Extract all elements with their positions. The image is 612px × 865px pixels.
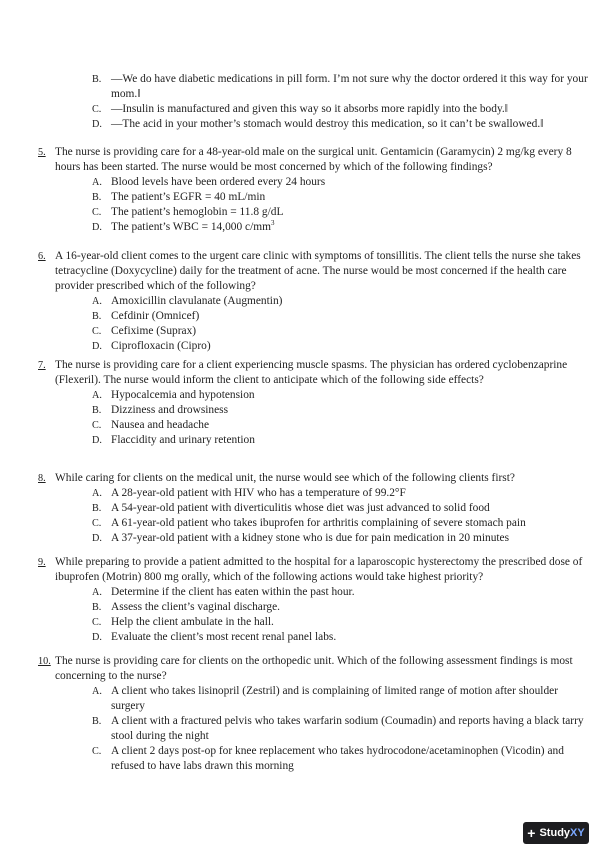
option-4d [92, 117, 592, 132]
option-text: Cefdinir (Omnicef) [111, 310, 200, 322]
option-letter: D. [92, 119, 102, 130]
brand-name [539, 826, 584, 841]
option-list [38, 684, 588, 774]
option-letter: B. [92, 192, 102, 203]
option-letter: A. [92, 587, 102, 598]
option-7d [92, 433, 588, 448]
option-9b [92, 600, 588, 615]
option-letter: A. [92, 296, 102, 307]
option-list [38, 388, 588, 448]
option-text: A client who takes lisinopril (Zestril) and is complaining of limited range of motion after shoulder surgery [111, 685, 558, 712]
option-letter: D. [92, 222, 102, 233]
question-number: 10. [38, 656, 51, 667]
question-10 [38, 654, 588, 774]
option-letter: C. [92, 326, 102, 337]
option-letter: D. [92, 341, 102, 352]
question-stem: While preparing to provide a patient admitted to the hospital for a laparoscopic hysterectomy the prescribed dose of ibuprofen (Motrin) 800 mg orally, which of the following actions would take highest priority? [55, 556, 583, 583]
option-text: A 37-year-old patient with a kidney stone who is due for pain medication in 20 minutes [111, 532, 510, 544]
option-9a [92, 585, 588, 600]
option-letter: D. [92, 435, 102, 446]
option-4c [92, 102, 592, 117]
option-text: A 28-year-old patient with HIV who has a temperature of 99.2°F [111, 487, 406, 499]
option-text: A 54-year-old patient with diverticulitis whose diet was just advanced to solid food [111, 502, 490, 514]
option-letter: C. [92, 420, 102, 431]
option-7a [92, 388, 588, 403]
question-9 [38, 555, 588, 645]
question-number: 7. [38, 360, 46, 371]
option-text: Nausea and headache [111, 419, 210, 431]
option-letter: B. [92, 602, 102, 613]
option-letter: B. [92, 74, 102, 85]
option-letter: A. [92, 390, 102, 401]
option-letter: A. [92, 488, 102, 499]
option-letter: D. [92, 632, 102, 643]
option-text: Help the client ambulate in the hall. [111, 616, 274, 628]
question-5 [38, 145, 588, 235]
option-text: A client 2 days post-op for knee replacement who takes hydrocodone/acetaminophen (Vicodin) and refused to have labs drawn this morning [111, 745, 564, 772]
question-number: 9. [38, 557, 46, 568]
option-5a [92, 175, 588, 190]
option-letter: C. [92, 207, 102, 218]
question-stem: The nurse is providing care for a client experiencing muscle spasms. The physician has ordered cyclobenzaprine (Flexeril). The nurse would inform the client to anticipate which of the following side effects? [55, 359, 568, 386]
question-stem: A 16-year-old client comes to the urgent care clinic with symptoms of tonsillitis. The client tells the nurse she takes tetracycline (Doxycycline) daily for the treatment of acne. The nurse would be most concerned if the health care provider prescribed which of the following? [55, 250, 581, 292]
option-letter: B. [92, 716, 102, 727]
option-10a [92, 684, 588, 714]
option-letter: C. [92, 617, 102, 628]
option-letter: C. [92, 104, 102, 115]
option-8b [92, 501, 588, 516]
option-6b [92, 309, 588, 324]
option-text: Blood levels have been ordered every 24 hours [111, 176, 326, 188]
option-5b [92, 190, 588, 205]
option-text: —Insulin is manufactured and given this way so it absorbs more rapidly into the body.‖ [111, 103, 508, 115]
option-text: Hypocalcemia and hypotension [111, 389, 255, 401]
studyxy-badge[interactable] [523, 822, 589, 844]
option-list [38, 175, 588, 235]
brand-accent: XY [570, 826, 585, 839]
option-10b [92, 714, 588, 744]
option-10c [92, 744, 588, 774]
option-6d [92, 339, 588, 354]
option-text: Ciprofloxacin (Cipro) [111, 340, 211, 352]
option-4b [92, 72, 592, 102]
option-6c [92, 324, 588, 339]
option-7c [92, 418, 588, 433]
question-number: 8. [38, 473, 46, 484]
option-letter: B. [92, 503, 102, 514]
option-text: Evaluate the client’s most recent renal panel labs. [111, 631, 337, 643]
option-text: Amoxicillin clavulanate (Augmentin) [111, 295, 283, 307]
option-list [38, 585, 588, 645]
option-5c [92, 205, 588, 220]
option-8c [92, 516, 588, 531]
question-8 [38, 471, 588, 546]
option-letter: A. [92, 686, 102, 697]
superscript-3: 3 [270, 219, 275, 228]
option-text: Assess the client’s vaginal discharge. [111, 601, 281, 613]
option-text: The patient’s EGFR = 40 mL/min [111, 191, 266, 203]
option-5d [92, 220, 588, 235]
option-9c [92, 615, 588, 630]
option-text: —The acid in your mother’s stomach would destroy this medication, so it can’t be swallowed.‖ [111, 118, 544, 130]
option-letter: A. [92, 177, 102, 188]
question-number: 5. [38, 147, 46, 158]
option-text: —We do have diabetic medications in pill form. I’m not sure why the doctor ordered it this way for your mom.‖ [111, 73, 588, 100]
option-letter: C. [92, 746, 102, 757]
question-stem: While caring for clients on the medical unit, the nurse would see which of the following clients first? [55, 472, 515, 484]
option-8a [92, 486, 588, 501]
question-6 [38, 249, 588, 354]
option-text: Flaccidity and urinary retention [111, 434, 255, 446]
option-text: Determine if the client has eaten within the past hour. [111, 586, 355, 598]
question-number: 6. [38, 251, 46, 262]
option-text: Cefixime (Suprax) [111, 325, 197, 337]
question-stem: The nurse is providing care for clients on the orthopedic unit. Which of the following assessment findings is most concerning to the nurse? [55, 655, 573, 682]
option-text: The patient’s hemoglobin = 11.8 g/dL [111, 206, 284, 218]
option-text: Dizziness and drowsiness [111, 404, 229, 416]
option-7b [92, 403, 588, 418]
option-letter: C. [92, 518, 102, 529]
question-stem: The nurse is providing care for a 48-year-old male on the surgical unit. Gentamicin (Garamycin) 2 mg/kg every 8 hours has been started. The nurse would be most concerned by which of the following findings? [55, 146, 572, 173]
option-8d [92, 531, 588, 546]
carryover-options [92, 72, 592, 132]
option-text: A 61-year-old patient who takes ibuprofen for arthritis complaining of severe stomach pain [111, 517, 526, 529]
option-letter: D. [92, 533, 102, 544]
option-letter: B. [92, 405, 102, 416]
option-list [38, 486, 588, 546]
question-7 [38, 358, 588, 448]
brand-main: Study [539, 826, 571, 839]
option-6a [92, 294, 588, 309]
option-text: The patient’s WBC = 14,000 c/mm [111, 221, 271, 233]
option-letter: B. [92, 311, 102, 322]
option-9d [92, 630, 588, 645]
option-list [38, 294, 588, 354]
plus-icon: + [527, 825, 536, 841]
option-text: A client with a fractured pelvis who takes warfarin sodium (Coumadin) and reports having a black tarry stool during the night [111, 715, 584, 742]
